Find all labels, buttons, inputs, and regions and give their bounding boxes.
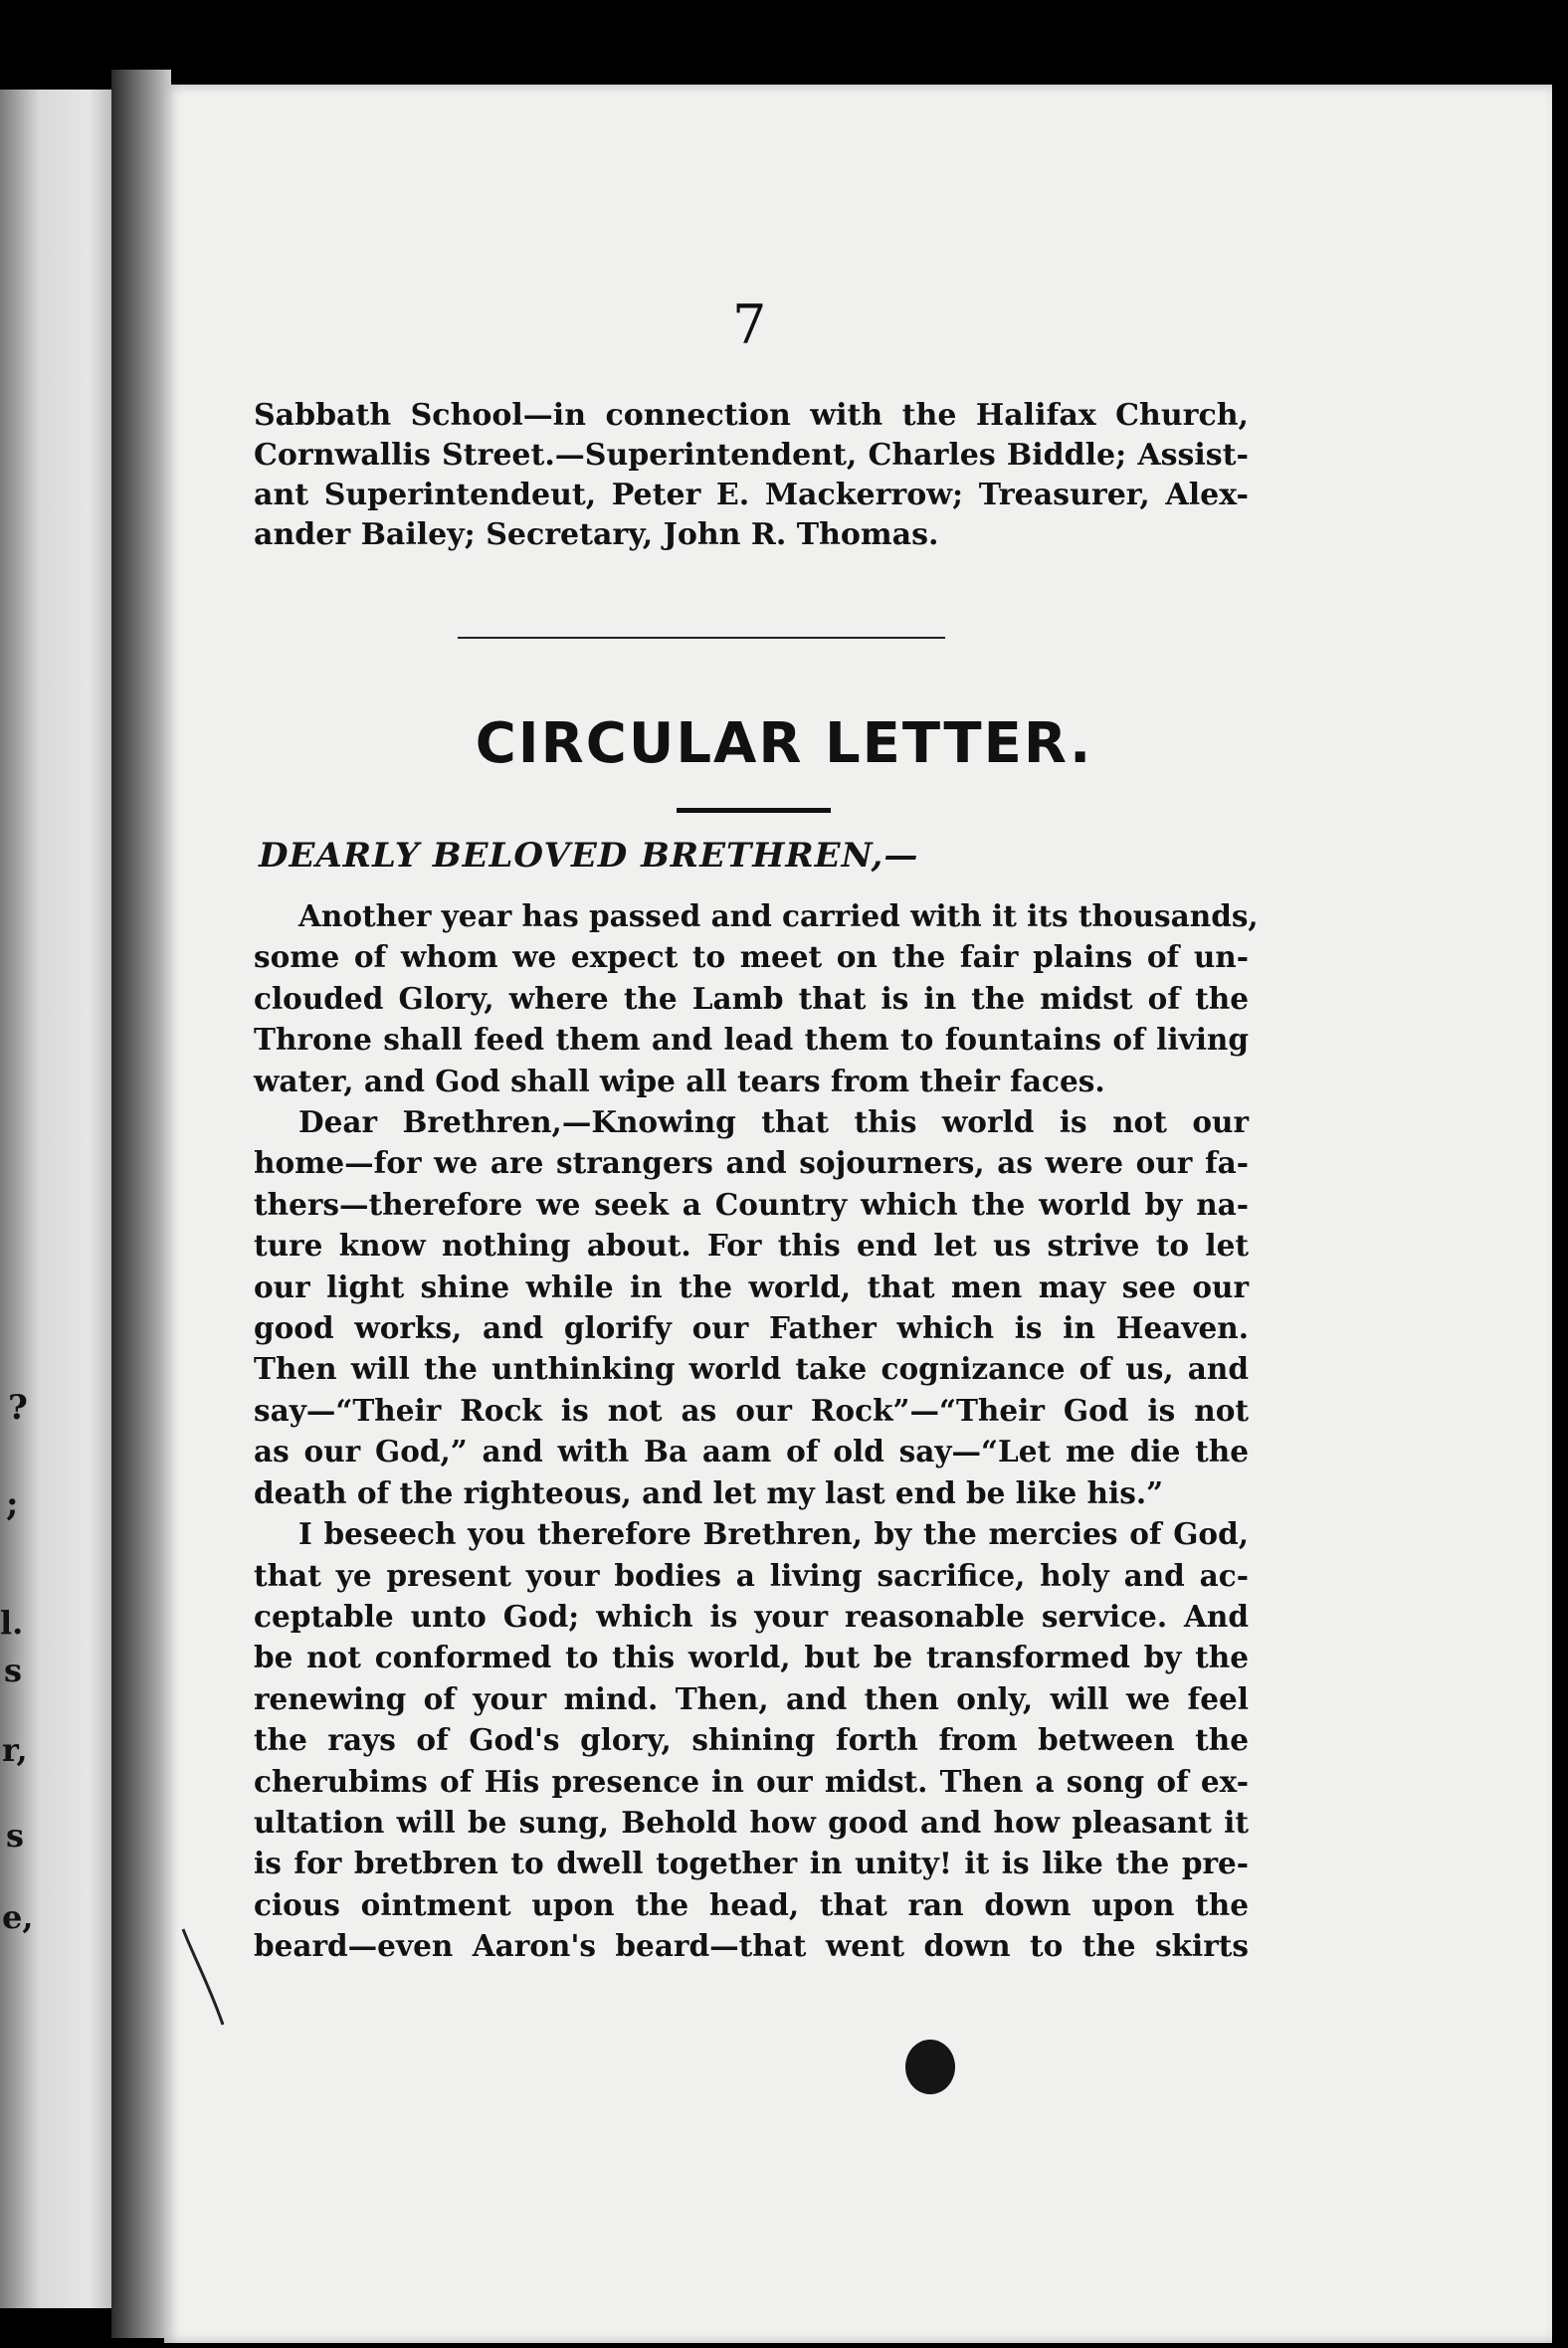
edge-mark: r, (2, 1731, 28, 1769)
body-line: clouded Glory, where the Lamb that is in the midst of the (254, 980, 1249, 1016)
body-line: is for bretbren to dwell together in unity! it is like the pre- (254, 1846, 1249, 1881)
body-line: the rays of God's glory, shining forth from between the (254, 1722, 1249, 1758)
edge-mark: e, (2, 1898, 34, 1936)
body-line: ture know nothing about. For this end let us strive to let (254, 1228, 1249, 1264)
body-line: that ye present your bodies a living sacrifice, holy and ac- (254, 1557, 1249, 1593)
body-line: I beseech you therefore Brethren, by the mercies of God, (298, 1516, 1249, 1552)
body-line: death of the righteous, and let my last end be like his.” (254, 1474, 1164, 1510)
page-number: 7 (732, 294, 767, 356)
pen-stroke-mark (179, 1925, 239, 2035)
title-rule (677, 808, 831, 813)
body-line: good works, and glorify our Father which is in Heaven. (254, 1310, 1249, 1346)
edge-mark: s (4, 1652, 23, 1689)
facing-page-edge (0, 90, 111, 2308)
notice-line: ant Superintendeut, Peter E. Mackerrow; Treasurer, Alex- (254, 478, 1249, 512)
body-line: Then will the unthinking world take cognizance of us, and (254, 1351, 1249, 1387)
body-line: Another year has passed and carried with it its thousands, (298, 898, 1259, 933)
letter-body (254, 895, 1259, 1967)
notice-line: Sabbath School—in connection with the Halifax Church, (254, 398, 1249, 433)
body-line: renewing of your mind. Then, and then only, will we feel (254, 1680, 1249, 1716)
body-line: cherubims of His presence in our midst. Then a song of ex- (254, 1763, 1249, 1799)
body-line: our light shine while in the world, that men may see our (254, 1269, 1249, 1304)
body-line: be not conformed to this world, but be transformed by the (254, 1640, 1249, 1675)
edge-mark: s (6, 1817, 25, 1855)
body-line: say—“Their Rock is not as our Rock”—“Their God is not (254, 1392, 1249, 1428)
body-line: Throne shall feed them and lead them to fountains of living (254, 1022, 1249, 1058)
body-line: beard—even Aaron's beard—that went down to the skirts (254, 1928, 1249, 1964)
notice-line: ander Bailey; Secretary, John R. Thomas. (254, 517, 939, 552)
body-line: Dear Brethren,—Knowing that this world is not our (298, 1104, 1249, 1140)
body-line: as our God,” and with Ba aam of old say—“Let me die the (254, 1434, 1249, 1469)
ink-blot (905, 2040, 955, 2094)
body-line: ultation will be sung, Behold how good and how pleasant it (254, 1804, 1249, 1840)
body-line: thers—therefore we seek a Country which the world by na- (254, 1186, 1249, 1222)
body-line: cious ointment upon the head, that ran down upon the (254, 1886, 1249, 1922)
salutation: DEARLY BELOVED BRETHREN,— (259, 836, 919, 876)
edge-mark: ? (8, 1388, 28, 1428)
body-line: water, and God shall wipe all tears from their faces. (254, 1063, 1105, 1098)
book-gutter (111, 70, 171, 2338)
notice-line: Cornwallis Street.—Superintendent, Charles Biddle; Assist- (254, 438, 1249, 473)
body-line: some of whom we expect to meet on the fair plains of un- (254, 939, 1249, 975)
sabbath-school-notice (254, 396, 1249, 555)
letter-title: CIRCULAR LETTER. (475, 711, 1093, 776)
edge-mark: l. (0, 1604, 24, 1642)
body-line: home—for we are strangers and sojourners, as were our fa- (254, 1145, 1249, 1181)
body-line: ceptable unto God; which is your reasonable service. And (254, 1598, 1249, 1634)
edge-mark: ; (6, 1484, 19, 1524)
section-rule (458, 637, 945, 639)
